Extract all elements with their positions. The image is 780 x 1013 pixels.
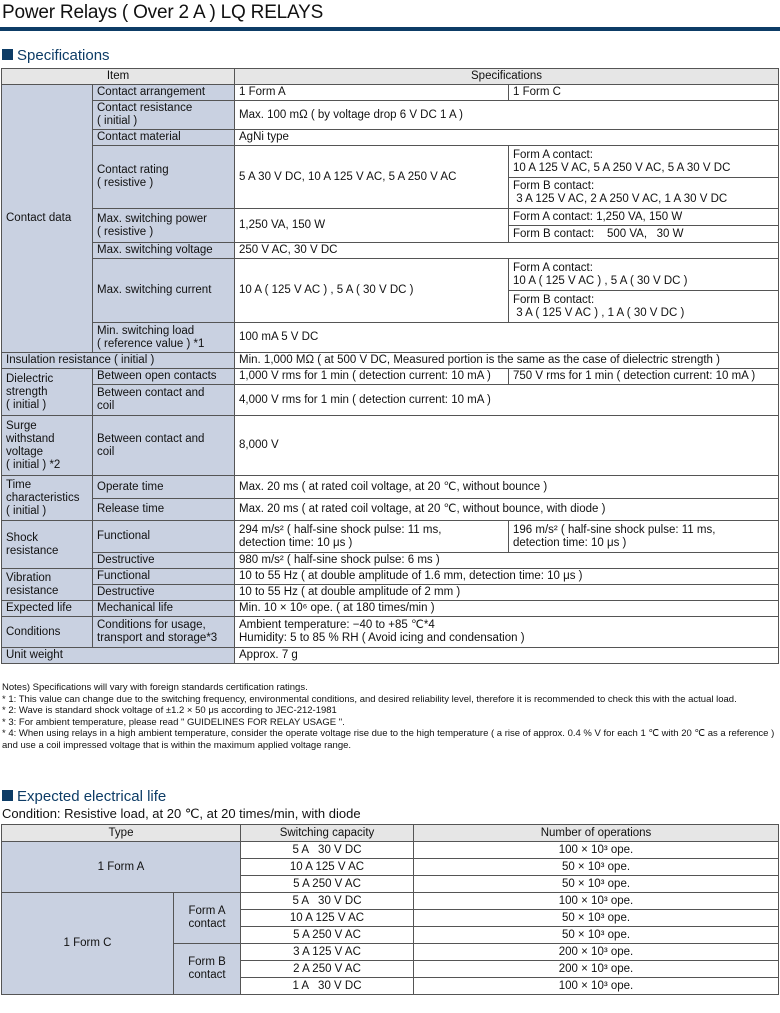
item-label: Unit weight — [2, 648, 235, 664]
value-form-b-contact: Form B contact: 3 A 125 V AC, 2 A 250 V AC, 1 A 30 V DC — [509, 178, 779, 209]
item-label: Operate time — [93, 476, 235, 499]
bullet-square-icon — [2, 790, 13, 801]
specifications-heading — [2, 47, 110, 64]
item-label: Min. switching load ( reference value ) *1 — [93, 323, 235, 353]
value: Approx. 7 g — [235, 648, 779, 664]
value-form-a-contact: Form A contact: 10 A ( 125 V AC ) , 5 A ( 30 V DC ) — [509, 259, 779, 291]
item-label: Insulation resistance ( initial ) — [2, 353, 235, 369]
item-label: Destructive — [93, 585, 235, 601]
value: 100 mA 5 V DC — [235, 323, 779, 353]
item-label: Between contact and coil — [93, 416, 235, 476]
form-b-contact: Form B contact — [174, 944, 241, 995]
operations: 100 × 10³ ope. — [414, 893, 779, 910]
type-1-form-a: 1 Form A — [2, 842, 241, 893]
col-operations: Number of operations — [414, 825, 779, 842]
notes — [2, 682, 778, 751]
operations: 50 × 10³ ope. — [414, 876, 779, 893]
item-label: Destructive — [93, 553, 235, 569]
life-condition: Condition: Resistive load, at 20 ℃, at 20 times/min, with diode — [2, 806, 361, 821]
value: 250 V AC, 30 V DC — [235, 243, 779, 259]
value-form-c: 750 V rms for 1 min ( detection current: 10 mA ) — [509, 369, 779, 385]
value: 10 to 55 Hz ( at double amplitude of 1.6 mm, detection time: 10 μs ) — [235, 569, 779, 585]
operations: 50 × 10³ ope. — [414, 859, 779, 876]
note: * 1: This value can change due to the switching frequency, environmental conditions, and desired reliability level, therefore it is recommended to check this with the actual load. — [2, 693, 737, 705]
value: 8,000 V — [235, 416, 779, 476]
page-title: Power Relays ( Over 2 A ) LQ RELAYS — [2, 2, 324, 23]
operations: 50 × 10³ ope. — [414, 927, 779, 944]
item-label: Between open contacts — [93, 369, 235, 385]
capacity: 5 A 30 V DC — [241, 893, 414, 910]
group-life: Expected life — [2, 601, 93, 617]
value-form-a: 1,000 V rms for 1 min ( detection current: 10 mA ) — [235, 369, 509, 385]
value-form-c: 1 Form C — [509, 85, 779, 101]
item-label: Release time — [93, 499, 235, 521]
group-shock: Shock resistance — [2, 521, 93, 569]
value: Max. 20 ms ( at rated coil voltage, at 20 ℃, without bounce ) — [235, 476, 779, 499]
col-capacity: Switching capacity — [241, 825, 414, 842]
group-dielectric: Dielectric strength ( initial ) — [2, 369, 93, 416]
specifications-table — [1, 68, 779, 664]
item-label: Contact rating ( resistive ) — [93, 146, 235, 209]
section-title: Specifications — [17, 47, 110, 64]
capacity: 5 A 250 V AC — [241, 876, 414, 893]
life-heading — [2, 788, 166, 805]
value: Max. 100 mΩ ( by voltage drop 6 V DC 1 A ) — [235, 101, 779, 130]
value: Max. 20 ms ( at rated coil voltage, at 20 ℃, without bounce, with diode ) — [235, 499, 779, 521]
electrical-life-table — [1, 824, 779, 995]
group-conditions: Conditions — [2, 617, 93, 648]
capacity: 3 A 125 V AC — [241, 944, 414, 961]
capacity: 5 A 30 V DC — [241, 842, 414, 859]
operations: 100 × 10³ ope. — [414, 842, 779, 859]
group-vibration: Vibration resistance — [2, 569, 93, 601]
value: Min. 10 × 10⁶ ope. ( at 180 times/min ) — [235, 601, 779, 617]
capacity: 5 A 250 V AC — [241, 927, 414, 944]
note: * 2: Wave is standard shock voltage of ±1.2 × 50 μs according to JEC-212-1981 — [2, 705, 337, 716]
capacity: 1 A 30 V DC — [241, 978, 414, 995]
section-title: Expected electrical life — [17, 788, 167, 805]
value-form-a: 1 Form A — [235, 85, 509, 101]
item-label: Max. switching power ( resistive ) — [93, 209, 235, 243]
type-1-form-c: 1 Form C — [2, 893, 174, 995]
col-item: Item — [2, 69, 235, 85]
value: Ambient temperature: −40 to +85 ℃*4 Humidity: 5 to 85 % RH ( Avoid icing and condensation ) — [235, 617, 779, 648]
form-a-contact: Form A contact — [174, 893, 241, 944]
note: Notes) Specifications will vary with foreign standards certification ratings. — [2, 682, 308, 693]
value-form-c: 196 m/s² ( half-sine shock pulse: 11 ms, detection time: 10 μs ) — [509, 521, 779, 553]
note: * 4: When using relays in a high ambient temperature, consider the operate voltage rise due to the high temperature ( a rise of approx. 0.4 % V for each 1 ℃ with 20 ℃ as a reference ) and use a coil impressed voltage that is within the maximum applied voltage range. — [2, 728, 775, 751]
title-underline — [0, 27, 780, 31]
bullet-square-icon — [2, 49, 13, 60]
item-label: Contact arrangement — [93, 85, 235, 101]
value: AgNi type — [235, 130, 779, 146]
operations: 50 × 10³ ope. — [414, 910, 779, 927]
item-label: Functional — [93, 521, 235, 553]
operations: 100 × 10³ ope. — [414, 978, 779, 995]
operations: 200 × 10³ ope. — [414, 961, 779, 978]
value-form-a: 294 m/s² ( half-sine shock pulse: 11 ms, detection time: 10 μs ) — [235, 521, 509, 553]
value-form-b-contact: Form B contact: 3 A ( 125 V AC ) , 1 A ( 30 V DC ) — [509, 291, 779, 323]
value-form-a-contact: Form A contact: 10 A 125 V AC, 5 A 250 V AC, 5 A 30 V DC — [509, 146, 779, 178]
value: 980 m/s² ( half-sine shock pulse: 6 ms ) — [235, 553, 779, 569]
group-time: Time characteristics ( initial ) — [2, 476, 93, 521]
value: Min. 1,000 MΩ ( at 500 V DC, Measured portion is the same as the case of dielectric strength ) — [235, 353, 779, 369]
col-specs: Specifications — [235, 69, 779, 85]
value-form-a: 5 A 30 V DC, 10 A 125 V AC, 5 A 250 V AC — [235, 146, 509, 209]
item-label: Mechanical life — [93, 601, 235, 617]
item-label: Max. switching current — [93, 259, 235, 323]
group-contact-data: Contact data — [2, 85, 93, 353]
item-label: Conditions for usage, transport and storage*3 — [93, 617, 235, 648]
capacity: 10 A 125 V AC — [241, 859, 414, 876]
value: 4,000 V rms for 1 min ( detection current: 10 mA ) — [235, 385, 779, 416]
capacity: 2 A 250 V AC — [241, 961, 414, 978]
value: 10 to 55 Hz ( at double amplitude of 2 mm ) — [235, 585, 779, 601]
note: * 3: For ambient temperature, please read " GUIDELINES FOR RELAY USAGE ". — [2, 716, 345, 728]
value-form-a: 1,250 VA, 150 W — [235, 209, 509, 243]
capacity: 10 A 125 V AC — [241, 910, 414, 927]
item-label: Functional — [93, 569, 235, 585]
value-form-a: 10 A ( 125 V AC ) , 5 A ( 30 V DC ) — [235, 259, 509, 323]
value-form-a-contact: Form A contact: 1,250 VA, 150 W — [509, 209, 779, 226]
col-type: Type — [2, 825, 241, 842]
value-form-b-contact: Form B contact: 500 VA, 30 W — [509, 226, 779, 243]
item-label: Contact material — [93, 130, 235, 146]
group-surge: Surge withstand voltage ( initial ) *2 — [2, 416, 93, 476]
item-label: Contact resistance ( initial ) — [93, 101, 235, 130]
operations: 200 × 10³ ope. — [414, 944, 779, 961]
item-label: Between contact and coil — [93, 385, 235, 416]
item-label: Max. switching voltage — [93, 243, 235, 259]
